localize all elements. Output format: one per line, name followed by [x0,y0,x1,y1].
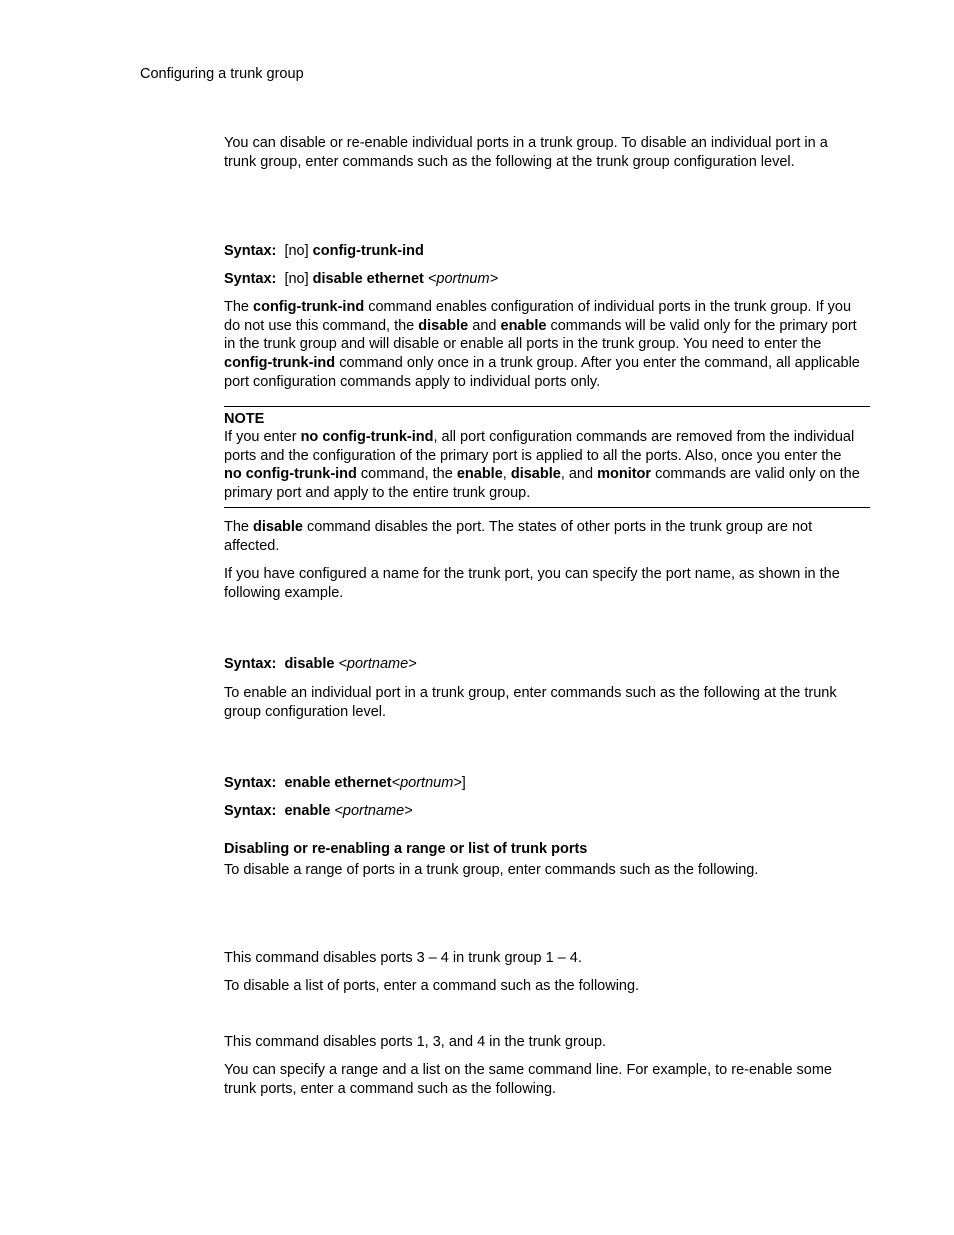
enable-paragraph: To enable an individual port in a trunk group, enter commands such as the following at the trunk group configuration level. [224,685,837,720]
range-and-list-paragraph: You can specify a range and a list on the same command line. For example, to re-enable some trunk ports, enter a command such as the following. [224,1062,832,1097]
intro-paragraph: You can disable or re-enable individual ports in a trunk group. To disable an individual port in a trunk group, enter commands such as the following at the trunk group configuration level. [224,135,828,170]
range-paragraph: To disable a range of ports in a trunk group, enter commands such as the following. [224,862,759,878]
port-name-paragraph: If you have configured a name for the trunk port, you can specify the port name, as shown in the following example. [224,566,840,601]
disable-description: The disable command disables the port. The states of other ports in the trunk group are not affected. [224,519,813,554]
section-heading: Disabling or re-enabling a range or list of trunk ports [224,841,588,857]
note-body: If you enter no config-trunk-ind, all port configuration commands are removed from the individual ports and the configuration of the primary port is applied to all the ports. Also, once you enter the no config-trunk-ind command, the enable, disable, and monitor commands are valid only on the primary port and apply to the entire trunk group. [224,429,860,502]
list-paragraph: To disable a list of ports, enter a command such as the following. [224,978,640,994]
syntax-enable-portname: Syntax: enable <portname> [224,803,413,819]
range-result-paragraph: This command disables ports 3 – 4 in trunk group 1 – 4. [224,950,582,966]
note-bottom-rule [224,507,870,508]
syntax-config-trunk-ind: Syntax: [no] config-trunk-ind [224,243,424,259]
list-result-paragraph: This command disables ports 1, 3, and 4 in the trunk group. [224,1034,607,1050]
running-header: Configuring a trunk group [140,66,304,82]
syntax-disable-portname: Syntax: disable <portname> [224,656,417,672]
note-title: NOTE [224,411,265,427]
syntax-disable-ethernet: Syntax: [no] disable ethernet <portnum> [224,271,499,287]
config-trunk-ind-description: The config-trunk-ind command enables configuration of individual ports in the trunk group. If you do not use this command, the disable and enable commands will be valid only for the primary port in the trunk group and will disable or enable all ports in the trunk group. You need to enter the config-trunk-ind command only once in a trunk group. After you enter the command, all applicable port configuration commands apply to individual ports only. [224,299,860,390]
syntax-enable-ethernet: Syntax: enable ethernet<portnum>] [224,775,466,791]
note-top-rule [224,406,870,407]
